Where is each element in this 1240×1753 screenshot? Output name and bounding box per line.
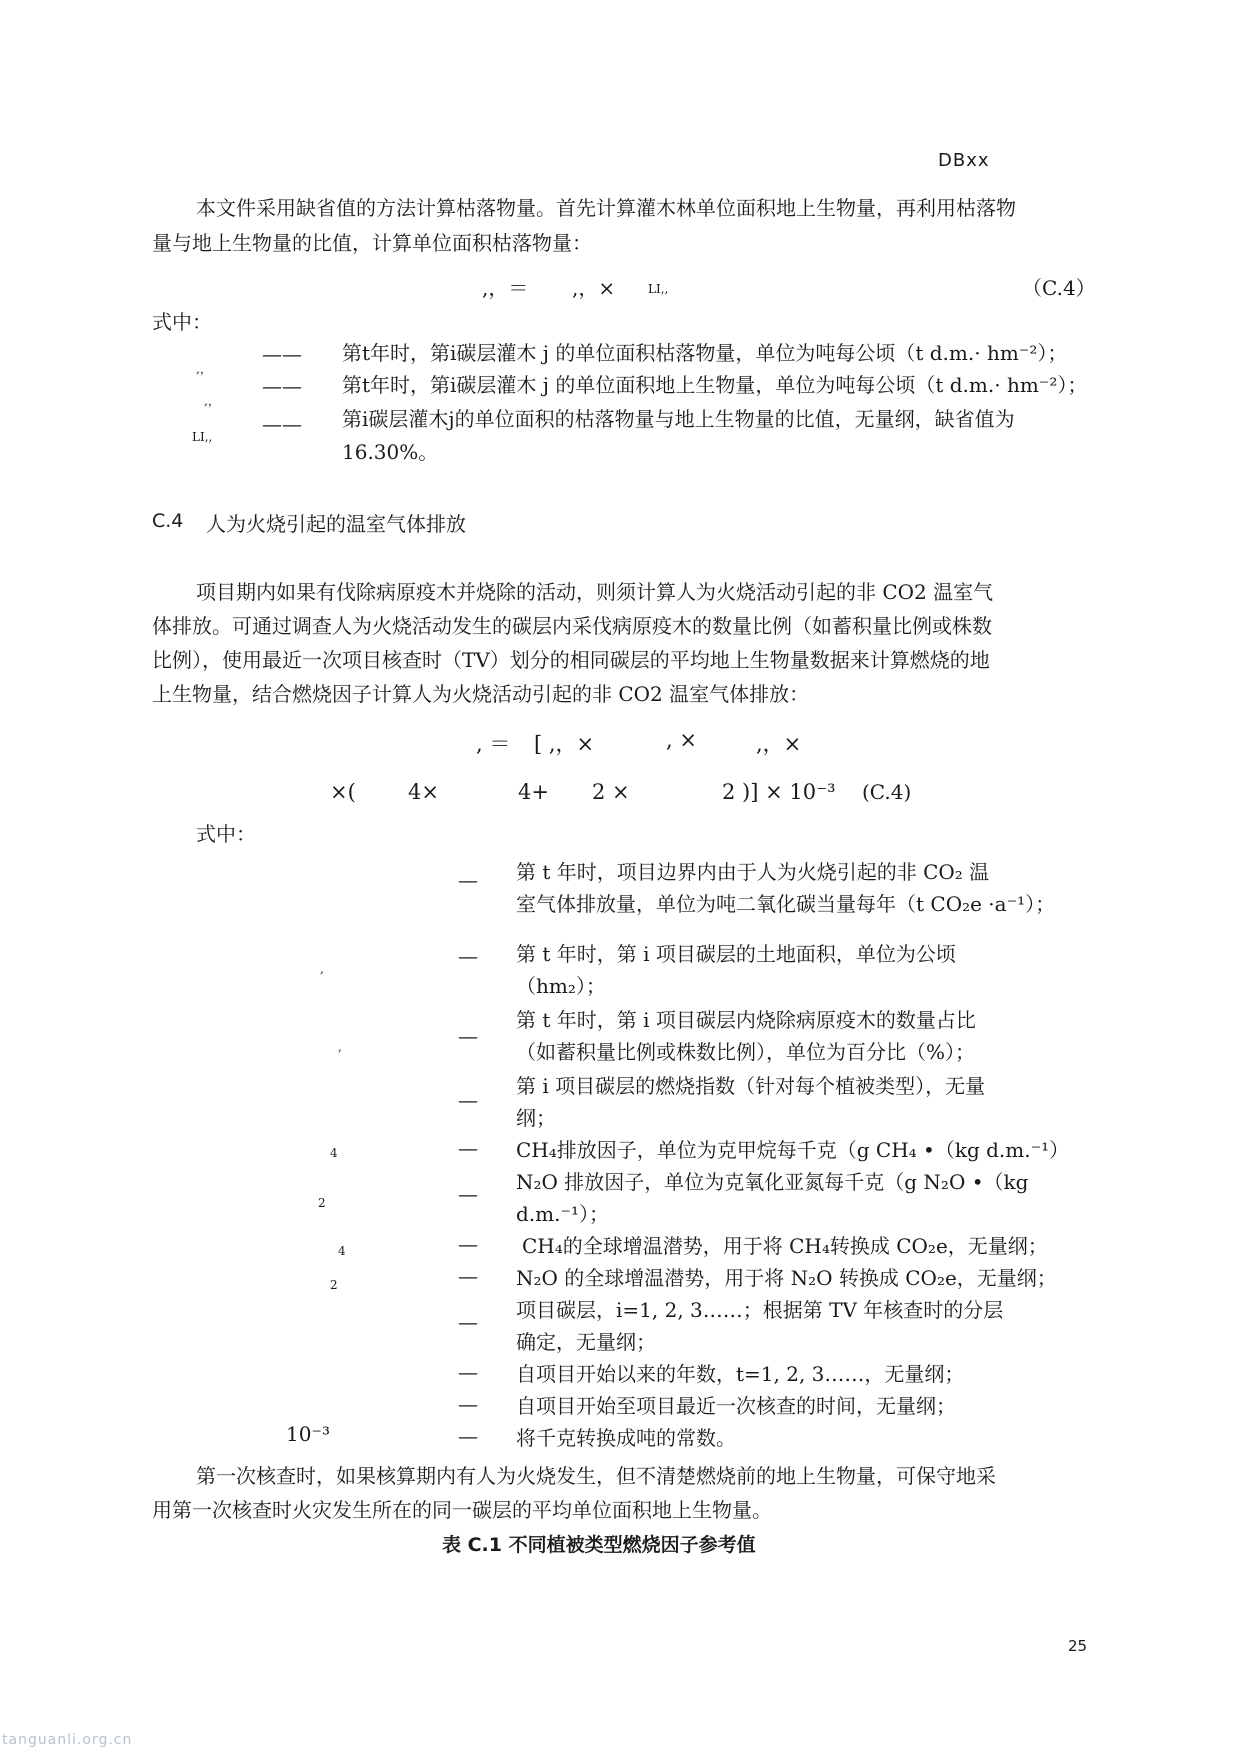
equation-2-part-8: 2 ×	[592, 780, 630, 804]
def-dash: —	[458, 1392, 478, 1416]
def-dash: —	[458, 1264, 478, 1288]
def2-1-line-2: 室气体排放量，单位为吨二氧化碳当量每年（t CO₂e ·a⁻¹）；	[516, 892, 1056, 916]
table-caption: 表 C.1 不同植被类型燃烧因子参考值	[442, 1534, 756, 1556]
def2-2-line-2: （hm₂）；	[516, 974, 606, 998]
def1-dash: ——	[262, 342, 302, 366]
equation-2-part-9: 2 )] × 10⁻³	[722, 780, 836, 804]
def2-4-line-1: 第 i 项目碳层的燃烧指数（针对每个植被类型），无量	[516, 1074, 986, 1098]
def-dash: —	[458, 868, 478, 892]
def-dash: —	[458, 1360, 478, 1384]
def2-8-line-1: N₂O 的全球增温潜势，用于将 N₂O 转换成 CO₂e，无量纲；	[516, 1266, 1057, 1290]
equation-2-part-5: ×(	[330, 780, 356, 804]
paragraph-3-line-2: 用第一次核查时火灾发生所在的同一碳层的平均单位面积地上生物量。	[152, 1498, 772, 1522]
equation-2-number: (C.4)	[862, 780, 912, 804]
def3-text-line-1: 第i碳层灌木j的单位面积的枯落物量与地上生物量的比值，无量纲，缺省值为	[342, 407, 1015, 431]
equation-c4-rhs: LI,,	[648, 282, 669, 296]
def2-text: 第t年时，第i碳层灌木 j 的单位面积地上生物量，单位为吨每公顷（t d.m.· hm⁻²）；	[342, 373, 1088, 397]
equation-2-part-1: , ＝	[476, 732, 511, 756]
equation-2-part-3: , ×	[666, 728, 697, 752]
def2-3-line-2: （如蓄积量比例或株数比例），单位为百分比（%）；	[516, 1040, 976, 1064]
def-dash: —	[458, 1310, 478, 1334]
def3-symbol: LI,,	[192, 430, 213, 444]
def-symbol-area: ,	[320, 962, 324, 976]
paragraph-2-line-3: 比例），使用最近一次项目核查时（TV）划分的相同碳层的平均地上生物量数据来计算燃烧的地	[152, 648, 990, 672]
def2-5-line-1: CH₄排放因子，单位为克甲烷每千克（g CH₄ •（kg d.m.⁻¹）	[516, 1138, 1070, 1162]
def2-9-line-1: 项目碳层，i=1, 2, 3……；根据第 TV 年核查时的分层	[516, 1298, 1004, 1322]
def2-9-line-2: 确定，无量纲；	[516, 1330, 656, 1354]
def2-6-line-2: d.m.⁻¹）；	[516, 1202, 610, 1226]
def1-symbol: ,，	[196, 362, 212, 376]
def2-7-line-1: CH₄的全球增温潜势，用于将 CH₄转换成 CO₂e，无量纲；	[522, 1234, 1048, 1258]
def-dash: —	[458, 1088, 478, 1112]
def2-11-line-1: 自项目开始至项目最近一次核查的时间，无量纲；	[516, 1394, 956, 1418]
paragraph-2-line-1: 项目期内如果有伐除病原疫木并烧除的活动，则须计算人为火烧活动引起的非 CO2 温室气	[196, 580, 994, 604]
equation-2-part-2: [ ,，×	[534, 732, 595, 756]
def-symbol-ch4-ef: 4	[330, 1146, 338, 1160]
def2-symbol: ,，	[204, 394, 220, 408]
equation-2-part-4: ,，×	[756, 732, 802, 756]
paragraph-2-line-2: 体排放。可通过调查人为火烧活动发生的碳层内采伐病原疫木的数量比例（如蓄积量比例或株数	[152, 614, 992, 638]
section-number: C.4	[152, 510, 184, 532]
equation-c4-mid: ,，×	[572, 276, 616, 300]
def-symbol-n2o-ef: 2	[318, 1196, 326, 1210]
def2-3-line-1: 第 t 年时，第 i 项目碳层内烧除病原疫木的数量占比	[516, 1008, 976, 1032]
def2-10-line-1: 自项目开始以来的年数，t=1, 2, 3……，无量纲；	[516, 1362, 965, 1386]
def2-dash: ——	[262, 374, 302, 398]
equation-2-part-6: 4×	[408, 780, 439, 804]
section-title: 人为火烧引起的温室气体排放	[206, 512, 466, 536]
def3-dash: ——	[262, 412, 302, 436]
def2-12-line-1: 将千克转换成吨的常数。	[516, 1426, 736, 1450]
where-label-1: 式中：	[152, 310, 212, 334]
def-dash: —	[458, 1232, 478, 1256]
watermark: tanguanli.org.cn	[2, 1732, 133, 1748]
paragraph-1-line-2: 量与地上生物量的比值，计算单位面积枯落物量：	[152, 231, 592, 255]
def-dash: —	[458, 1136, 478, 1160]
def2-1-line-1: 第 t 年时，项目边界内由于人为火烧引起的非 CO₂ 温	[516, 860, 990, 884]
def2-2-line-1: 第 t 年时，第 i 项目碳层的土地面积，单位为公顷	[516, 942, 956, 966]
def-dash: —	[458, 1024, 478, 1048]
def2-6-line-1: N₂O 排放因子，单位为克氧化亚氮每千克（g N₂O •（kg	[516, 1170, 1029, 1194]
paragraph-2-line-4: 上生物量，结合燃烧因子计算人为火烧活动引起的非 CO2 温室气体排放：	[152, 682, 810, 706]
page-number: 25	[1068, 1637, 1088, 1655]
equation-c4-number: （C.4）	[1022, 276, 1096, 300]
def-dash: —	[458, 1424, 478, 1448]
where-label-2: 式中：	[196, 822, 256, 846]
def-symbol-conversion: 10⁻³	[286, 1422, 331, 1446]
def-symbol-proportion: ,	[338, 1040, 342, 1054]
def3-text-line-2: 16.30%。	[342, 440, 439, 464]
def-symbol-n2o-gwp: 2	[330, 1278, 338, 1292]
equation-2-part-7: 4+	[518, 780, 549, 804]
def-dash: —	[458, 1182, 478, 1206]
def1-text: 第t年时，第i碳层灌木 j 的单位面积枯落物量，单位为吨每公顷（t d.m.· hm⁻²）；	[342, 341, 1068, 365]
paragraph-3-line-1: 第一次核查时，如果核算期内有人为火烧发生，但不清楚燃烧前的地上生物量，可保守地采	[196, 1464, 996, 1488]
def2-4-line-2: 纲；	[516, 1106, 556, 1130]
document-code: DBxx	[938, 150, 990, 171]
paragraph-1-line-1: 本文件采用缺省值的方法计算枯落物量。首先计算灌木林单位面积地上生物量，再利用枯落物	[196, 196, 1016, 220]
def-dash: —	[458, 944, 478, 968]
def-symbol-ch4-gwp: 4	[338, 1244, 346, 1258]
equation-c4-lhs: ,，＝	[482, 276, 529, 300]
